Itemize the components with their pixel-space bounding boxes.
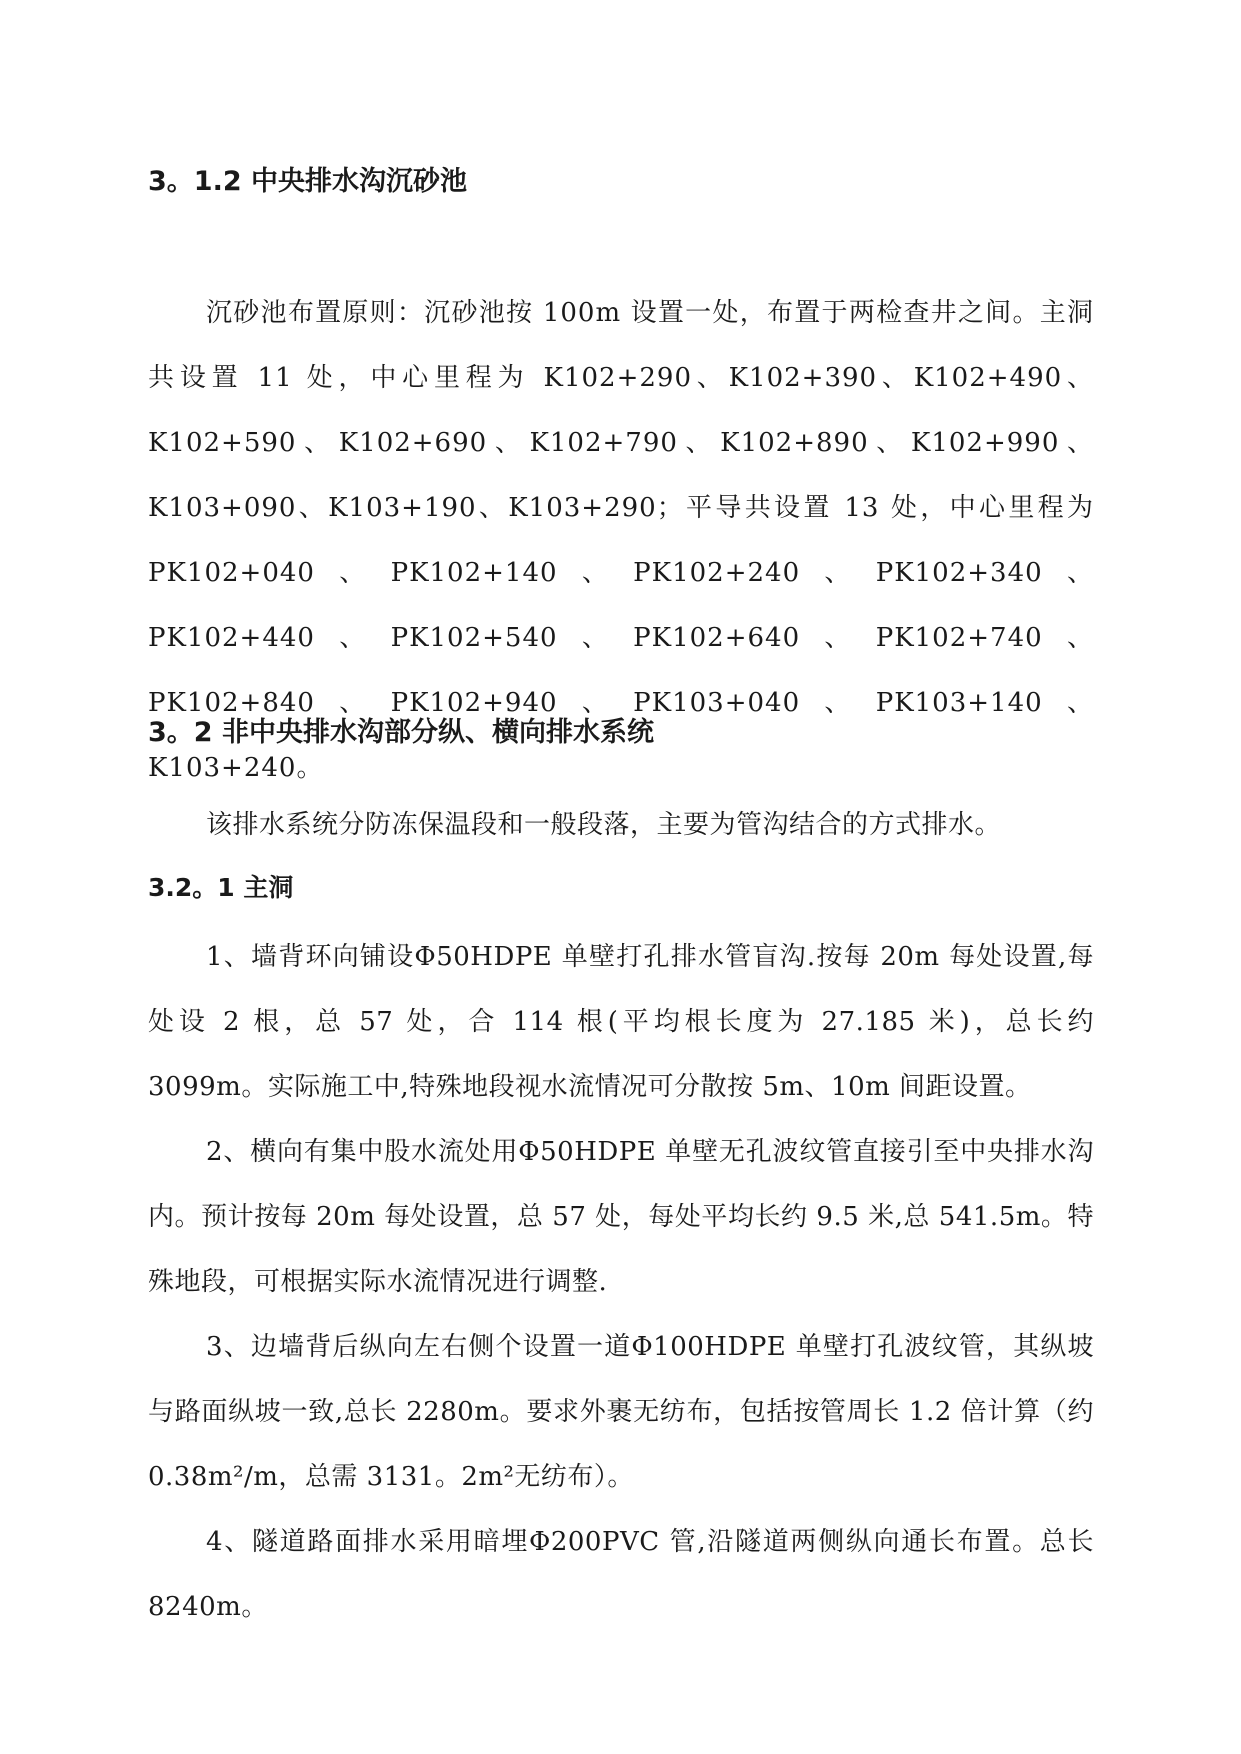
list-item-road-surface-drainage: 4、隧道路面排水采用暗埋Φ200PVC 管,沿隧道两侧纵向通长布置。总长 8240m。 — [148, 1527, 1094, 1622]
paragraph-drainage-system-intro: 该排水系统分防冻保温段和一般段落，主要为管沟结合的方式排水。 — [206, 810, 1002, 840]
section-heading-3-2: 3。2 非中央排水沟部分纵、横向排水系统 — [148, 717, 654, 748]
section-heading-3-1-2: 3。1.2 中央排水沟沉砂池 — [148, 166, 468, 197]
list-item-ring-drain-pipe: 1、墙背环向铺设Φ50HDPE 单壁打孔排水管盲沟.按每 20m 每处设置,每处设 2 根，总 57 处，合 114 根(平均根长度为 27.185 米)，总长约 3099m。实际施工中,特殊地段视水流情况可分散按 5m、10m 间距设置。 — [148, 942, 1094, 1102]
paragraph-sedimentation-tank-layout: 沉砂池布置原则：沉砂池按 100m 设置一处，布置于两检查井之间。主洞共设置 11 处，中心里程为 K102+290、K102+390、K102+490、K102+590、K102+690、K102+790、K102+890、K102+990、K103+090、K103+190、K103+290；平导共设置 13 处，中心里程为 PK102+040、PK102+140、PK102+240、PK102+340、PK102+440、PK102+540、PK102+640、PK102+740、PK102+840、PK102+940、PK103+040、PK103+140、K103+240。 — [148, 298, 1094, 783]
list-item-transverse-corrugated-pipe: 2、横向有集中股水流处用Φ50HDPE 单壁无孔波纹管直接引至中央排水沟内。预计按每 20m 每处设置，总 57 处，每处平均长约 9.5 米,总 541.5m。特殊地段，可根据实际水流情况进行调整. — [148, 1137, 1094, 1297]
section-heading-3-2-1: 3.2。1 主洞 — [148, 873, 294, 902]
list-item-longitudinal-perforated-pipe: 3、边墙背后纵向左右侧个设置一道Φ100HDPE 单壁打孔波纹管，其纵坡与路面纵坡一致,总长 2280m。要求外裹无纺布，包括按管周长 1.2 倍计算（约 0.38m²/m，总需 3131。2m²无纺布）。 — [148, 1332, 1094, 1492]
